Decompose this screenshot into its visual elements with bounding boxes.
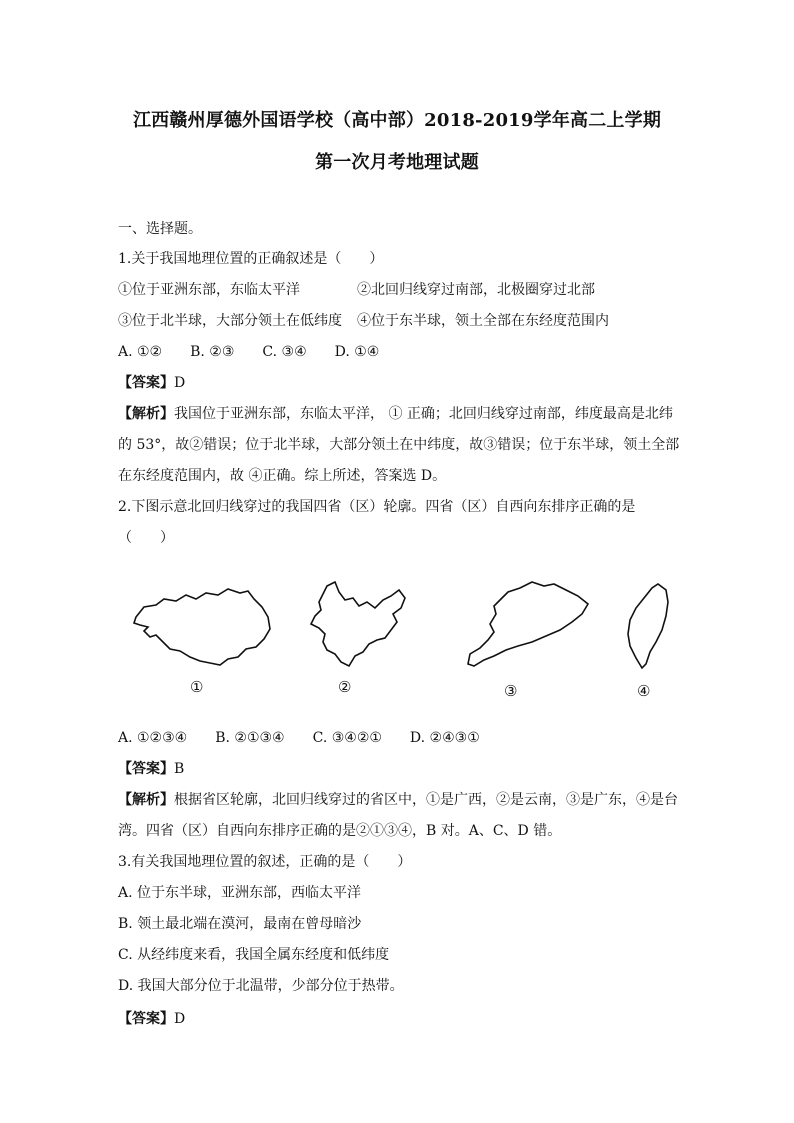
- answer-tag: 【答案】: [118, 761, 174, 777]
- q3-answer-value: D: [174, 1011, 186, 1027]
- q3-option-a: A. 位于东半球，亚洲东部，西临太平洋: [118, 885, 362, 901]
- analysis-tag: 【解析】: [118, 792, 174, 808]
- q2-stem-line2: （ ）: [118, 530, 174, 546]
- q2-analysis-line1: 【解析】根据省区轮廓，北回归线穿过的省区中，①是广西，②是云南，③是广东，④是台: [118, 792, 678, 808]
- map-guangxi: [130, 585, 280, 670]
- page-title-line1: 江西赣州厚德外国语学校（高中部）2018-2019学年高二上学期: [132, 110, 662, 131]
- q3-option-d: D. 我国大部分位于北温带，少部分位于热带。: [118, 978, 404, 994]
- q2-stem-line1: 2.下图示意北回归线穿过的我国四省（区）轮廓。四省（区）自西向东排序正确的是: [118, 499, 636, 515]
- q1-stem: 1.关于我国地理位置的正确叙述是（ ）: [118, 251, 384, 267]
- q1-option-1: ①位于亚洲东部，东临太平洋: [118, 282, 300, 298]
- q3-option-b: B. 领土最北端在漠河，最南在曾母暗沙: [118, 916, 362, 932]
- map-label-3: ③: [504, 682, 518, 700]
- page-title-line2: 第一次月考地理试题: [315, 152, 479, 173]
- map-guangdong: [462, 578, 597, 673]
- q1-answer: [118, 374, 185, 392]
- q1-answer-value: D: [174, 375, 186, 391]
- analysis-tag: 【解析】: [118, 406, 174, 422]
- q2-choices: A. ①②③④ B. ②①③④ C. ③④②① D. ②④③①: [118, 730, 480, 746]
- answer-tag: 【答案】: [118, 1011, 174, 1027]
- q2-answer-value: B: [174, 761, 185, 777]
- map-label-1: ①: [190, 678, 204, 696]
- q2-answer: [118, 760, 184, 778]
- q2-analysis-line2: 湾。四省（区）自西向东排序正确的是②①③④，B 对。A、C、D 错。: [118, 823, 562, 839]
- map-label-4: ④: [637, 682, 651, 700]
- answer-tag: 【答案】: [118, 375, 174, 391]
- q1-choices: A. ①② B. ②③ C. ③④ D. ①④: [118, 344, 380, 360]
- q1-option-4: ④位于东半球，领土全部在东经度范围内: [357, 313, 609, 329]
- map-label-2: ②: [338, 678, 352, 696]
- q3-answer: [118, 1010, 185, 1028]
- q3-stem: 3.有关我国地理位置的叙述，正确的是（ ）: [118, 854, 412, 870]
- q1-analysis-line1: 【解析】我国位于亚洲东部，东临太平洋， ① 正确；北回归线穿过南部，纬度最高是北纬: [118, 406, 673, 422]
- map-yunnan: [305, 578, 415, 673]
- q1-analysis-line2: 的 53°，故②错误；位于北半球，大部分领土在中纬度，故③错误；位于东半球，领土全部: [118, 437, 680, 453]
- q1-option-2: ②北回归线穿过南部，北极圈穿过北部: [357, 282, 595, 298]
- q1-analysis-line3: 在东经度范围内，故 ④正确。综上所述，答案选 D。: [118, 468, 447, 484]
- section-heading: 一、选择题。: [118, 221, 202, 237]
- map-taiwan: [624, 580, 674, 672]
- q1-option-3: ③位于北半球，大部分领土在低纬度: [118, 313, 342, 329]
- q3-option-c: C. 从经纬度来看，我国全属东经度和低纬度: [118, 947, 390, 963]
